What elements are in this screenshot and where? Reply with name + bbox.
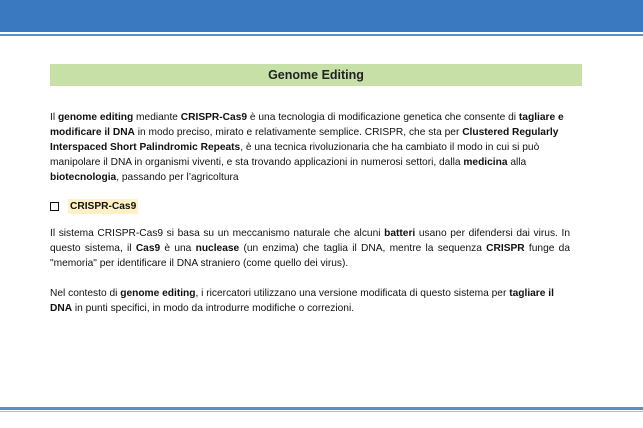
bold-text: genome editing — [57, 112, 134, 123]
text-run: , passando per l’agricoltura — [116, 172, 239, 183]
crispr-paragraph — [50, 226, 570, 271]
text-run: , i ricercatori utilizzano una versione modificata di questo sistema per — [195, 288, 510, 299]
text-run: Il — [50, 112, 58, 123]
text-run: è una — [160, 243, 196, 254]
page-title — [50, 64, 582, 86]
text-run: funge da "memoria" per identificare il DNA straniero (come quello dei virus). — [50, 243, 570, 269]
intro-paragraph — [50, 110, 570, 185]
footer-divider — [0, 407, 643, 410]
page-title-text: Genome Editing — [268, 68, 364, 82]
bold-text: genome editing — [120, 288, 196, 299]
bold-text: biotecnologia — [50, 172, 117, 183]
bold-text: tagliare il DNA — [50, 288, 554, 314]
text-run: è una tecnologia di modificazione genetica che consente di — [247, 112, 519, 123]
genome-editing-paragraph — [50, 286, 570, 316]
section-heading-label: CRISPR-Cas9 — [70, 200, 137, 212]
bold-text: batteri — [384, 228, 416, 239]
section-heading — [50, 198, 570, 214]
bold-text: Clustered Regularly Interspaced Short Palindromic Repeats — [50, 127, 559, 153]
text-run: in punti specifici, in modo da introdurre modifiche o correzioni. — [72, 303, 355, 314]
main-content — [50, 110, 570, 316]
header-bar — [0, 0, 643, 32]
bold-text: Cas9 — [135, 243, 161, 254]
text-run: mediante — [133, 112, 181, 123]
bold-text: nuclease — [195, 243, 240, 254]
bold-text: CRISPR-Cas9 — [180, 112, 248, 123]
text-run: usano per difendersi dai virus. In questo sistema, il — [50, 228, 570, 254]
bold-text: CRISPR — [486, 243, 525, 254]
footer-divider-thin — [0, 411, 643, 412]
header-divider — [0, 34, 643, 36]
text-run: , è una tecnica rivoluzionaria che ha cambiato il modo in cui si può manipolare il DNA in organismi viventi, e sta trovando applicazioni in numerosi settori, dalla — [50, 142, 540, 168]
text-run: alla — [507, 157, 527, 168]
text-run: Il sistema CRISPR-Cas9 si basa su un meccanismo naturale che alcuni — [50, 228, 385, 239]
text-run: in modo preciso, mirato e relativamente semplice. CRISPR, che sta per — [134, 127, 463, 138]
bold-text: medicina — [463, 157, 508, 168]
checkbox-bullet-icon — [50, 202, 59, 211]
text-run: Nel contesto di — [50, 288, 121, 299]
text-run: (un enzima) che taglia il DNA, mentre la sequenza — [239, 243, 487, 254]
bold-text: tagliare e modificare il DNA — [50, 112, 564, 138]
